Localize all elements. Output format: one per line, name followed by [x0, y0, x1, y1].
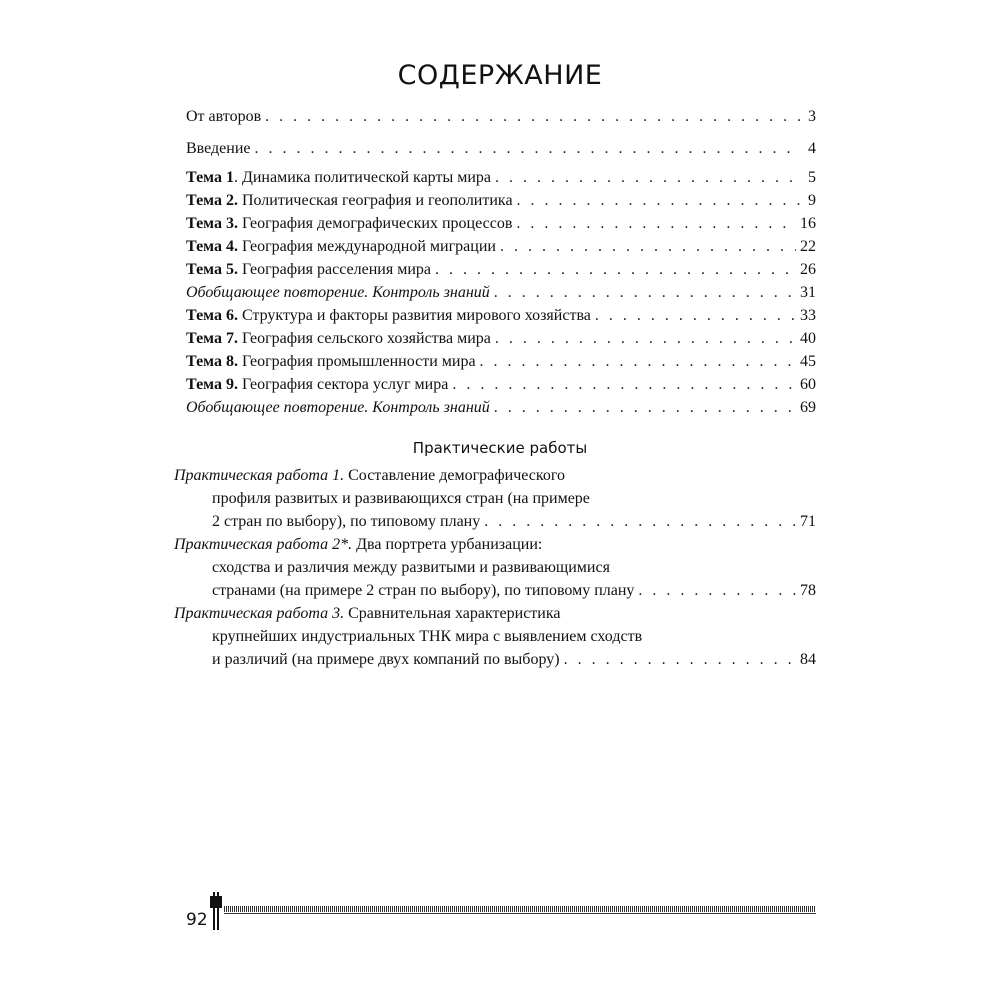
leader-dots	[516, 213, 796, 235]
leader-dots	[435, 259, 796, 281]
practical-2-line-2: сходства и различия между развитыми и развивающимися	[212, 559, 610, 576]
practical-2-line-1: Практическая работа 2*. Два портрета урбанизации:	[174, 536, 543, 553]
toc-entry-topic-9	[186, 374, 816, 396]
toc-entry-label: . Динамика политической карты мира	[233, 169, 491, 186]
topic-number: Тема 5.	[186, 261, 238, 278]
practical-2-line-3: странами (на примере 2 стран по выбору), по типовому плану . . . 78	[212, 580, 816, 602]
topic-number: Тема 6.	[186, 307, 238, 324]
toc-entry-page: 78	[800, 582, 816, 599]
toc-entry-review-1	[186, 282, 816, 304]
toc-entry-topic-5	[186, 259, 816, 281]
leader-dots	[495, 328, 796, 350]
footer-rule	[224, 906, 816, 912]
leader-dots	[517, 190, 800, 212]
toc-entry-page: 9	[808, 192, 816, 209]
toc-entry-topic-2	[186, 190, 816, 212]
practical-title: Практическая работа 2*.	[174, 536, 353, 553]
toc-entry-label: Введение	[186, 140, 251, 157]
practical-3-line-2: крупнейших индустриальных ТНК мира с выявлением сходств	[212, 628, 643, 645]
toc-entry-page: 33	[800, 307, 816, 324]
toc-entry-topic-7	[186, 328, 816, 350]
leader-dots	[480, 351, 796, 373]
toc-entry-label: География международной миграции	[237, 238, 496, 255]
toc-entry-page: 4	[808, 140, 816, 157]
toc-entry-page: 31	[800, 284, 816, 301]
topic-number: Тема 2.	[186, 192, 238, 209]
practical-1-line-3: 2 стран по выбору), по типовому плану . . . 71	[212, 511, 816, 533]
toc-entry-page: 45	[800, 353, 816, 370]
topic-number: Тема 9.	[186, 376, 238, 393]
toc-entry-page: 69	[800, 399, 816, 416]
leader-dots	[265, 106, 800, 128]
toc-entry-review-2	[186, 397, 816, 419]
leader-dots	[500, 236, 796, 258]
toc-entry-topic-6	[186, 305, 816, 327]
section-heading-practical: Практические работы	[412, 439, 588, 457]
toc-entry-label: География сектора услуг мира	[237, 376, 449, 393]
leader-dots	[494, 282, 796, 304]
toc-entry-label: Обобщающее повторение. Контроль знаний	[186, 284, 490, 301]
page-number: 92	[186, 910, 208, 930]
leader-dots	[255, 138, 801, 160]
topic-number: Тема 3.	[186, 215, 238, 232]
toc-entry-authors	[186, 106, 816, 128]
leader-dots	[494, 397, 796, 419]
toc-entry-label: Структура и факторы развития мирового хозяйства	[237, 307, 591, 324]
toc-entry-introduction	[186, 138, 816, 160]
toc-entry-topic-4	[186, 236, 816, 258]
practical-3-line-1: Практическая работа 3. Сравнительная характеристика	[174, 605, 561, 622]
topic-number: Тема 8.	[186, 353, 238, 370]
practical-title: Практическая работа 1.	[174, 467, 345, 484]
toc-entry-topic-1	[186, 167, 816, 189]
toc-entry-page: 71	[800, 513, 816, 530]
topic-number: Тема 4.	[186, 238, 238, 255]
toc-entry-label: География расселения мира	[237, 261, 431, 278]
page-title: СОДЕРЖАНИЕ	[397, 60, 603, 91]
leader-dots	[452, 374, 796, 396]
toc-entry-label: География сельского хозяйства мира	[237, 330, 491, 347]
toc-entry-page: 22	[800, 238, 816, 255]
toc-entry-topic-3	[186, 213, 816, 235]
leader-dots	[638, 580, 796, 602]
toc-entry-page: 40	[800, 330, 816, 347]
topic-number: Тема 7.	[186, 330, 238, 347]
practical-1-line-2: профиля развитых и развивающихся стран (на примере	[212, 490, 590, 507]
leader-dots	[484, 511, 796, 533]
toc-entry-topic-8	[186, 351, 816, 373]
toc-entry-label: Политическая география и геополитика	[237, 192, 513, 209]
topic-number: Тема 1	[186, 169, 234, 186]
toc-entry-page: 84	[800, 651, 816, 668]
toc-entry-page: 3	[808, 108, 816, 125]
practical-3-line-3: и различий (на примере двух компаний по выбору) . . . 84	[212, 649, 816, 671]
toc-entry-label: География промышленности мира	[237, 353, 476, 370]
practical-1-line-1: Практическая работа 1. Составление демографического	[174, 467, 565, 484]
toc-entry-label: География демографических процессов	[237, 215, 513, 232]
practical-title: Практическая работа 3.	[174, 605, 345, 622]
toc-entry-page: 16	[800, 215, 816, 232]
leader-dots	[564, 649, 796, 671]
toc-entry-label: Обобщающее повторение. Контроль знаний	[186, 399, 490, 416]
toc-entry-page: 60	[800, 376, 816, 393]
toc-entry-page: 26	[800, 261, 816, 278]
leader-dots	[495, 167, 800, 189]
leader-dots	[595, 305, 796, 327]
footer-ornament	[213, 892, 219, 930]
toc-entry-page: 5	[808, 169, 816, 186]
toc-entry-label: От авторов	[186, 108, 262, 125]
footer-rule-line	[224, 913, 816, 914]
